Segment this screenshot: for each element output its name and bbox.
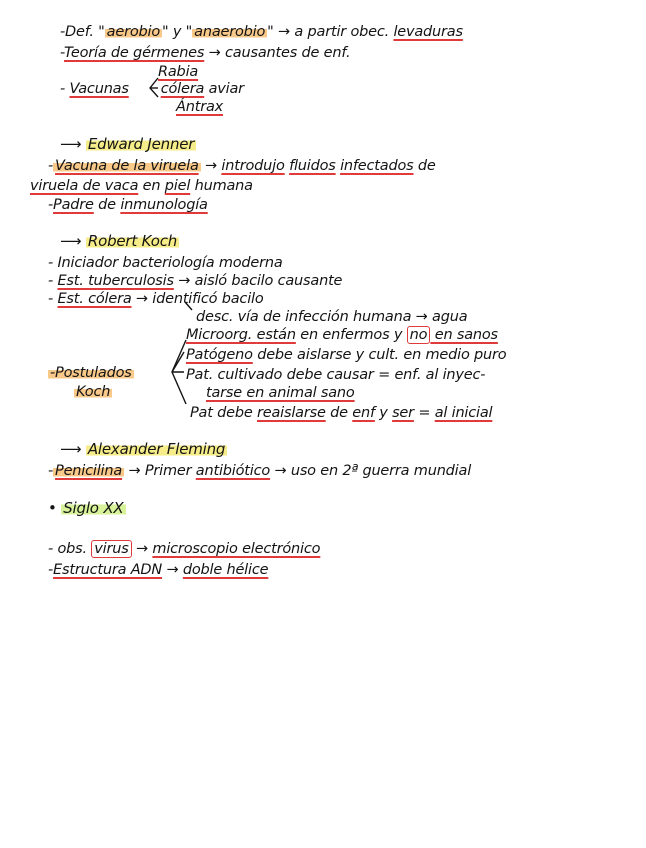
note-line-penicilina: - Penicilina → Primer antibiótico → uso en 2ª guerra mundial	[48, 463, 472, 479]
note-line-viruela: - Vacuna de la viruela → introdujo fluidos infectados de	[48, 158, 436, 174]
note-line-tuberculosis: - Est. tuberculosis → aisló bacilo causante	[48, 273, 343, 289]
postulado-3-cont: tarse en animal sano	[206, 385, 355, 401]
note-line-infeccion: desc. vía de infección humana → agua	[196, 309, 468, 325]
note-line-virus: - obs. virus → microscopio electrónico	[48, 541, 321, 557]
note-line-vacunas: - Vacunas cólera aviar	[60, 81, 244, 97]
postulado-1: Microorg. están en enfermos y no en sanos	[186, 327, 498, 343]
note-line-germenes: -Teoría de gérmenes → causantes de enf.	[60, 45, 351, 61]
note-line-def: -Def. " aerobio " y " anaerobio " → a partir obec. levaduras	[60, 24, 463, 40]
heading-fleming: ⟶ Alexander Fleming	[60, 440, 226, 458]
postulado-2: Patógeno debe aislarse y cult. en medio puro	[186, 347, 507, 363]
note-line-viruela-vaca: viruela de vaca en piel humana	[30, 178, 253, 194]
postulado-4: Pat debe reaislarse de enf y ser = al inicial	[190, 405, 493, 421]
vacunas-rabia: Rabia	[158, 64, 199, 80]
note-line-padre: -Padre de inmunología	[48, 197, 208, 213]
note-line-adn: -Estructura ADN → doble hélice	[48, 562, 269, 578]
postulados-label: -Postulados Koch	[50, 365, 132, 400]
heading-koch: ⟶ Robert Koch	[60, 232, 178, 250]
vacunas-antrax: Ántrax	[176, 99, 224, 115]
heading-siglo-xx: • Siglo XX	[48, 499, 124, 517]
heading-jenner: ⟶ Edward Jenner	[60, 135, 195, 153]
note-line-iniciador: - Iniciador bacteriología moderna	[48, 255, 283, 271]
note-line-colera: - Est. cólera → identificó bacilo	[48, 291, 264, 307]
postulado-3: Pat. cultivado debe causar = enf. al inyec-	[186, 367, 486, 383]
